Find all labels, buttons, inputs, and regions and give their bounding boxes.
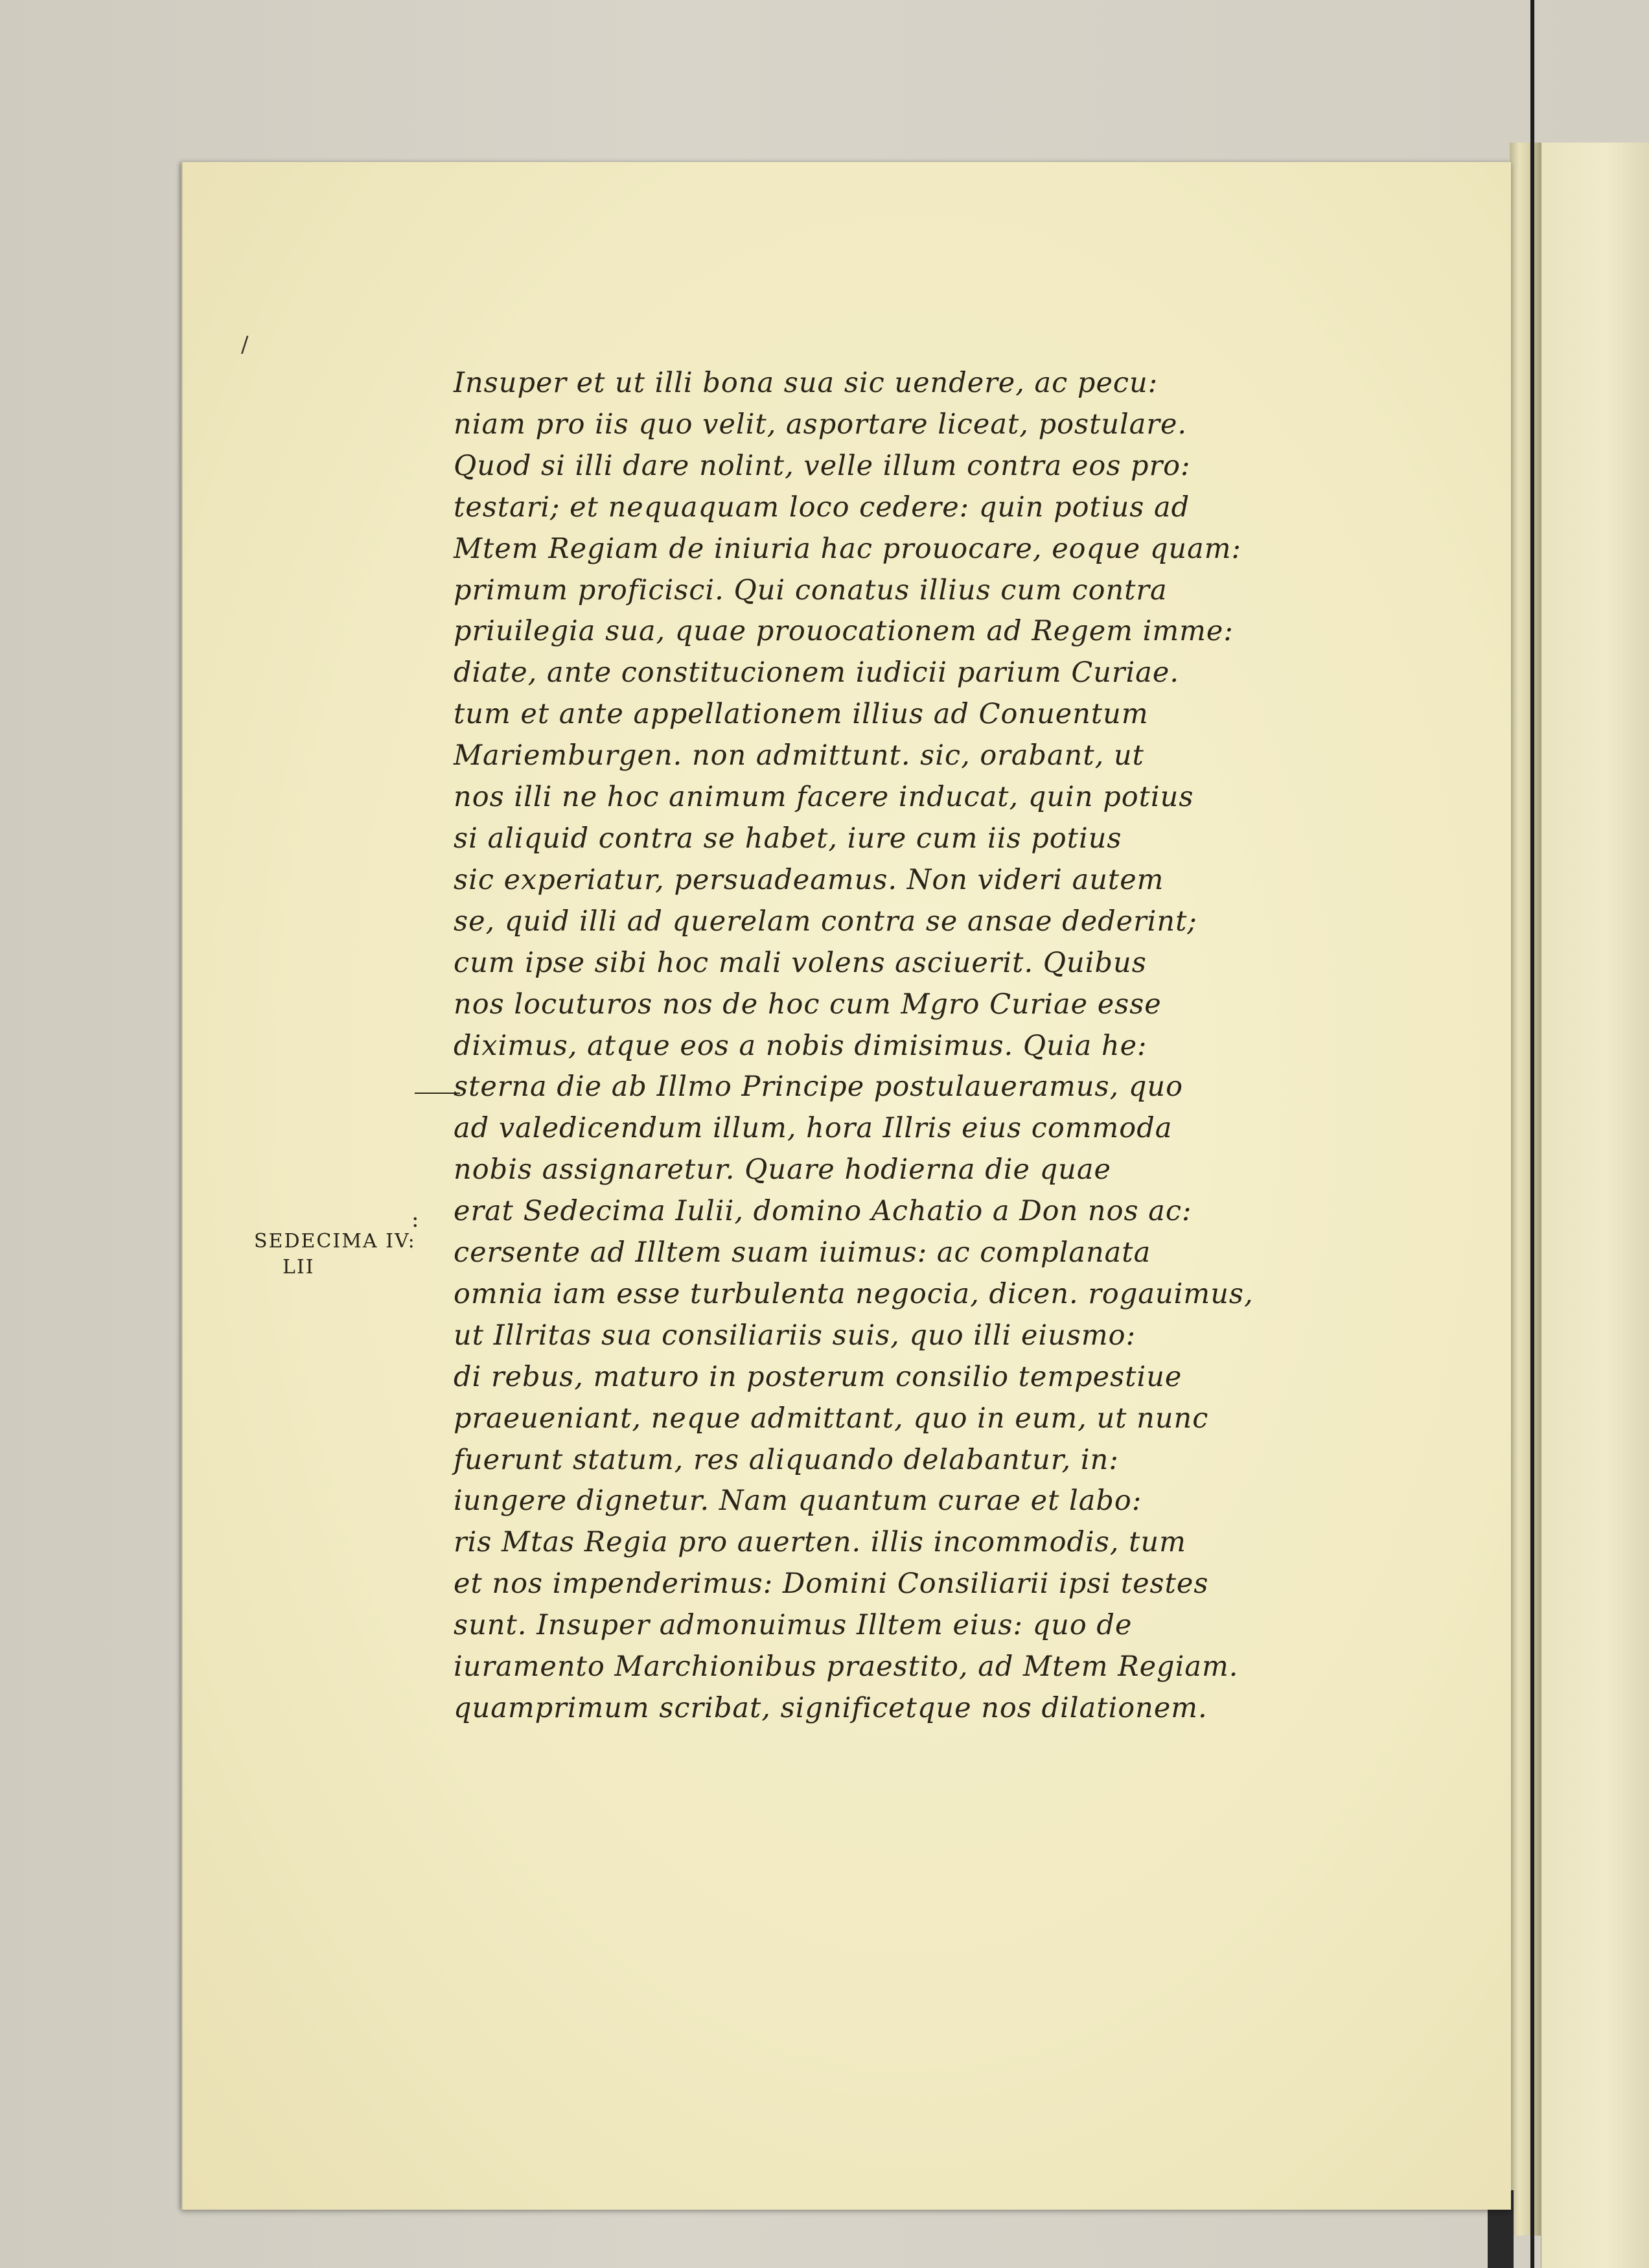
text-line: Quod si illi dare nolint, velle illum contra eos pro:: [454, 449, 1191, 482]
text-line: diate, ante constitucionem iudicii parium Curiae.: [454, 656, 1179, 689]
text-line: cum ipse sibi hoc mali volens asciuerit. Quibus: [454, 946, 1147, 979]
margin-note-line-1: SEDECIMA IV:: [254, 1230, 416, 1253]
text-line: testari; et nequaquam loco cedere: quin potius ad: [454, 491, 1190, 524]
text-line: priuilegia sua, quae prouocationem ad Regem imme:: [454, 615, 1234, 648]
text-line: fuerunt statum, res aliquando delabantur, in:: [454, 1443, 1119, 1476]
book-gutter: [1510, 143, 1541, 2236]
margin-note-line-2: LII: [283, 1256, 315, 1279]
text-line: nobis assignaretur. Quare hodierna die quae: [454, 1153, 1111, 1186]
text-line: praeueniant, neque admittant, quo in eum, ut nunc: [454, 1402, 1209, 1435]
text-line: et nos impenderimus: Domini Consiliarii ipsi testes: [454, 1568, 1209, 1601]
text-line: Insuper et ut illi bona sua sic uendere, ac pecu:: [454, 367, 1159, 399]
text-line: cersente ad Illtem suam iuimus: ac complanata: [454, 1236, 1151, 1269]
text-line: sunt. Insuper admonuimus Illtem eius: quo de: [454, 1609, 1133, 1642]
text-line: ris Mtas Regia pro auerten. illis incommodis, tum: [454, 1526, 1186, 1559]
text-line: ad valedicendum illum, hora Illris eius commoda: [454, 1112, 1173, 1145]
text-line: diximus, atque eos a nobis dimisimus. Quia he:: [454, 1029, 1147, 1062]
text-line: primum proficisci. Qui conatus illius cum contra: [454, 573, 1168, 607]
text-line: quamprimum scribat, significetque nos dilationem.: [454, 1692, 1208, 1724]
spine-edge: [1530, 0, 1534, 2268]
facing-page-edge: [1541, 143, 1649, 2268]
manuscript-body: [454, 363, 1309, 1730]
text-line: erat Sedecima Iulii, domino Achatio a Don nos ac:: [454, 1195, 1192, 1228]
text-line: sterna die ab Illmo Principe postulaueramus, quo: [454, 1070, 1183, 1104]
text-line: ut Illritas sua consiliariis suis, quo illi eiusmo:: [454, 1319, 1136, 1352]
text-line: Mariemburgen. non admittunt. sic, orabant, ut: [454, 739, 1144, 772]
text-line: niam pro iis quo velit, asportare liceat, postulare.: [454, 408, 1188, 441]
text-line: iungere dignetur. Nam quantum curae et labo:: [454, 1485, 1142, 1518]
text-line: di rebus, maturo in posterum consilio tempestiue: [454, 1360, 1182, 1393]
margin-dot-mark: :: [411, 1207, 419, 1232]
text-line: sic experiatur, persuadeamus. Non videri autem: [454, 863, 1164, 896]
text-line: tum et ante appellationem illius ad Conuentum: [454, 698, 1149, 731]
text-line: nos locuturos nos de hoc cum Mgro Curiae esse: [454, 988, 1162, 1021]
text-line: se, quid illi ad querelam contra se ansae dederint;: [454, 905, 1197, 938]
text-line: nos illi ne hoc animum facere inducat, quin potius: [454, 781, 1194, 814]
stray-mark: /: [241, 332, 249, 358]
text-line: omnia iam esse turbulenta negocia, dicen. rogauimus,: [454, 1277, 1254, 1310]
margin-note: [254, 1229, 448, 1280]
text-line: Mtem Regiam de iniuria hac prouocare, eoque quam:: [454, 532, 1242, 565]
text-line: iuramento Marchionibus praestito, ad Mtem Regiam.: [454, 1650, 1239, 1684]
text-line: si aliquid contra se habet, iure cum iis potius: [454, 822, 1122, 855]
